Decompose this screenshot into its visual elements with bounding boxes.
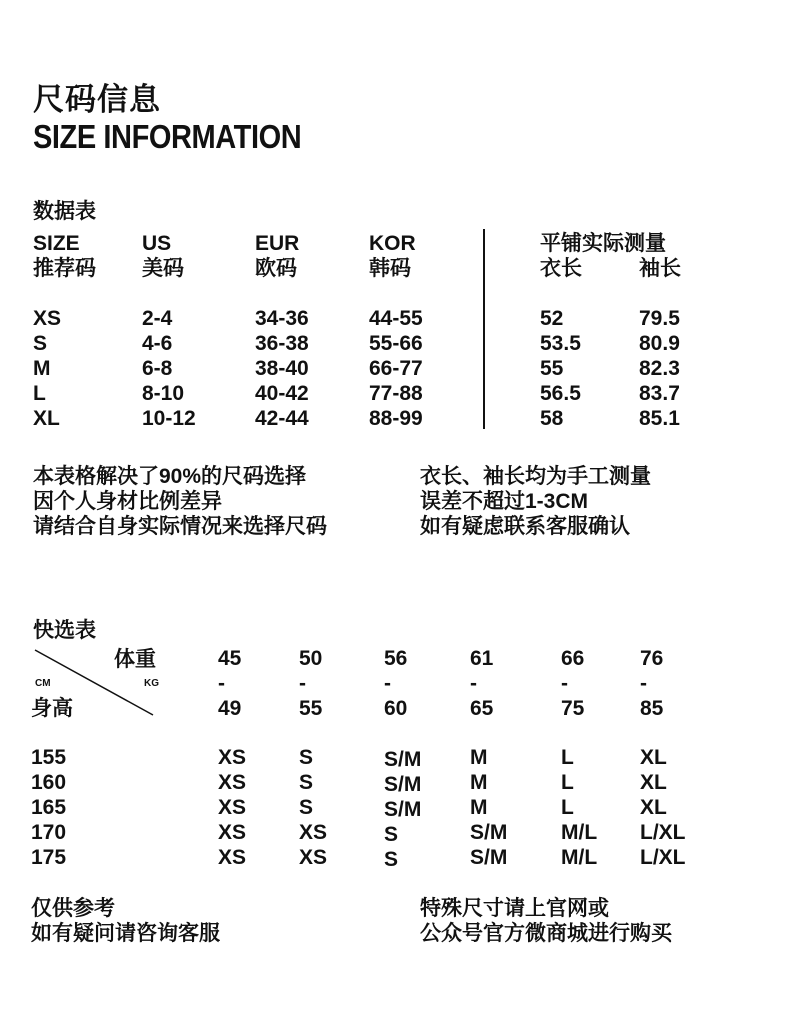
weight-dash: - [561,672,568,695]
size-grid-cell: XS [218,846,247,869]
weight-to: 75 [561,697,585,720]
note-line: 本表格解决了90%的尺码选择 [33,465,307,488]
kor-cell: 77-88 [369,382,423,405]
note-line: 请结合自身实际情况来选择尺码 [33,515,327,538]
size-grid-cell: S/M [470,821,508,844]
column-kor [369,306,423,431]
weight-range [470,646,493,721]
sleeve-cell: 79.5 [639,307,680,330]
page-title-en: SIZE INFORMATION [33,118,302,155]
header-size [33,231,96,281]
us-cell: 8-10 [142,382,185,405]
length-cell: 52 [540,307,564,330]
size-cell: XS [33,307,62,330]
weight-to: 65 [470,697,494,720]
footer-line: 仅供参考 [31,897,115,920]
notes-right [420,464,651,539]
weight-from: 45 [218,647,242,670]
header-eur-zh: 欧码 [255,257,297,280]
eur-cell: 42-44 [255,407,309,430]
quick-table-label: 快选表 [33,619,96,642]
size-grid-cell: XS [218,746,247,769]
size-cell: S [33,332,48,355]
weight-range [384,646,407,721]
weight-range [218,646,241,721]
note-line: 如有疑虑联系客服确认 [420,515,630,538]
length-cell: 56.5 [540,382,581,405]
size-grid-cell: XL [640,796,667,819]
size-column [640,745,686,870]
measure-col-sleeve: 袖长 [639,257,681,280]
kor-cell: 66-77 [369,357,423,380]
sleeve-cell: 85.1 [639,407,680,430]
size-grid-cell: L [561,796,574,819]
us-cell: 6-8 [142,357,173,380]
header-us-en: US [142,232,172,255]
weight-unit: KG [144,678,159,689]
header-kor-en: KOR [369,232,416,255]
column-length [540,306,581,431]
size-grid-cell: L [561,771,574,794]
size-cell: XL [33,407,60,430]
weight-dash: - [640,672,647,695]
notes-left [33,464,327,539]
weight-label: 体重 [114,648,156,671]
weight-range [640,646,663,721]
weight-dash: - [470,672,477,695]
size-grid-cell: XL [640,771,667,794]
size-grid-cell: XS [218,796,247,819]
header-size-zh: 推荐码 [33,257,96,280]
footer-line: 特殊尺寸请上官网或 [420,897,609,920]
eur-cell: 34-36 [255,307,309,330]
weight-to: 85 [640,697,664,720]
footer-line: 如有疑问请咨询客服 [31,922,220,945]
column-us [142,306,196,431]
size-grid-cell: M [470,796,488,819]
size-column [384,747,421,872]
sleeve-cell: 83.7 [639,382,680,405]
height-unit: CM [35,678,51,689]
size-grid-cell: S [384,823,399,846]
us-cell: 4-6 [142,332,173,355]
size-grid-cell: S [299,771,314,794]
size-cell: M [33,357,51,380]
size-column [299,745,327,870]
column-eur [255,306,309,431]
weight-range [299,646,322,721]
measure-header: 平铺实际测量 [540,232,666,255]
eur-cell: 36-38 [255,332,309,355]
size-grid-cell: S/M [470,846,508,869]
table-divider [483,229,485,429]
weight-range [561,646,584,721]
note-line: 因个人身材比例差异 [33,490,222,513]
weight-dash: - [299,672,306,695]
size-column [470,745,507,870]
sleeve-cell: 82.3 [639,357,680,380]
sleeve-cell: 80.9 [639,332,680,355]
kor-cell: 55-66 [369,332,423,355]
weight-from: 50 [299,647,323,670]
weight-from: 66 [561,647,585,670]
size-grid-cell: S/M [384,798,422,821]
us-cell: 2-4 [142,307,173,330]
size-grid-cell: XS [299,846,328,869]
weight-dash: - [218,672,225,695]
size-grid-cell: S/M [384,773,422,796]
size-grid-cell: XS [299,821,328,844]
header-us-zh: 美码 [142,257,184,280]
size-grid-cell: S [299,796,314,819]
length-cell: 58 [540,407,564,430]
footer-right [420,896,672,946]
size-grid-cell: XS [218,771,247,794]
measure-col-length: 衣长 [540,257,582,280]
size-grid-cell: XS [218,821,247,844]
weight-to: 49 [218,697,242,720]
us-cell: 10-12 [142,407,196,430]
header-eur-en: EUR [255,232,300,255]
size-grid-cell: L/XL [640,846,686,869]
length-cell: 53.5 [540,332,581,355]
size-grid-cell: M [470,771,488,794]
height-cell: 160 [31,771,67,794]
data-table-label: 数据表 [33,200,96,223]
size-column [561,745,597,870]
column-sleeve [639,306,680,431]
height-cell: 155 [31,746,67,769]
column-size [33,306,61,431]
footer-left [31,896,220,946]
weight-to: 60 [384,697,408,720]
eur-cell: 38-40 [255,357,309,380]
size-grid-cell: M/L [561,846,598,869]
footer-line: 公众号官方微商城进行购买 [420,922,672,945]
kor-cell: 88-99 [369,407,423,430]
header-eur [255,231,299,281]
page-title-zh: 尺码信息 [33,82,161,117]
note-line: 误差不超过1-3CM [420,490,589,513]
column-height [31,745,66,870]
size-grid-cell: L/XL [640,821,686,844]
header-us [142,231,184,281]
height-cell: 175 [31,846,67,869]
height-cell: 165 [31,796,67,819]
kor-cell: 44-55 [369,307,423,330]
size-cell: L [33,382,46,405]
size-grid-cell: S/M [384,748,422,771]
height-label: 身高 [31,697,73,720]
size-grid-cell: M/L [561,821,598,844]
length-cell: 55 [540,357,564,380]
size-grid-cell: S [384,848,399,871]
weight-from: 56 [384,647,408,670]
header-kor-zh: 韩码 [369,257,411,280]
header-kor [369,231,416,281]
weight-dash: - [384,672,391,695]
header-size-en: SIZE [33,232,80,255]
note-line: 衣长、袖长均为手工测量 [420,465,651,488]
size-grid-cell: XL [640,746,667,769]
height-cell: 170 [31,821,67,844]
eur-cell: 40-42 [255,382,309,405]
weight-from: 76 [640,647,664,670]
weight-from: 61 [470,647,494,670]
weight-to: 55 [299,697,323,720]
size-grid-cell: S [299,746,314,769]
size-grid-cell: M [470,746,488,769]
size-grid-cell: L [561,746,574,769]
size-column [218,745,246,870]
